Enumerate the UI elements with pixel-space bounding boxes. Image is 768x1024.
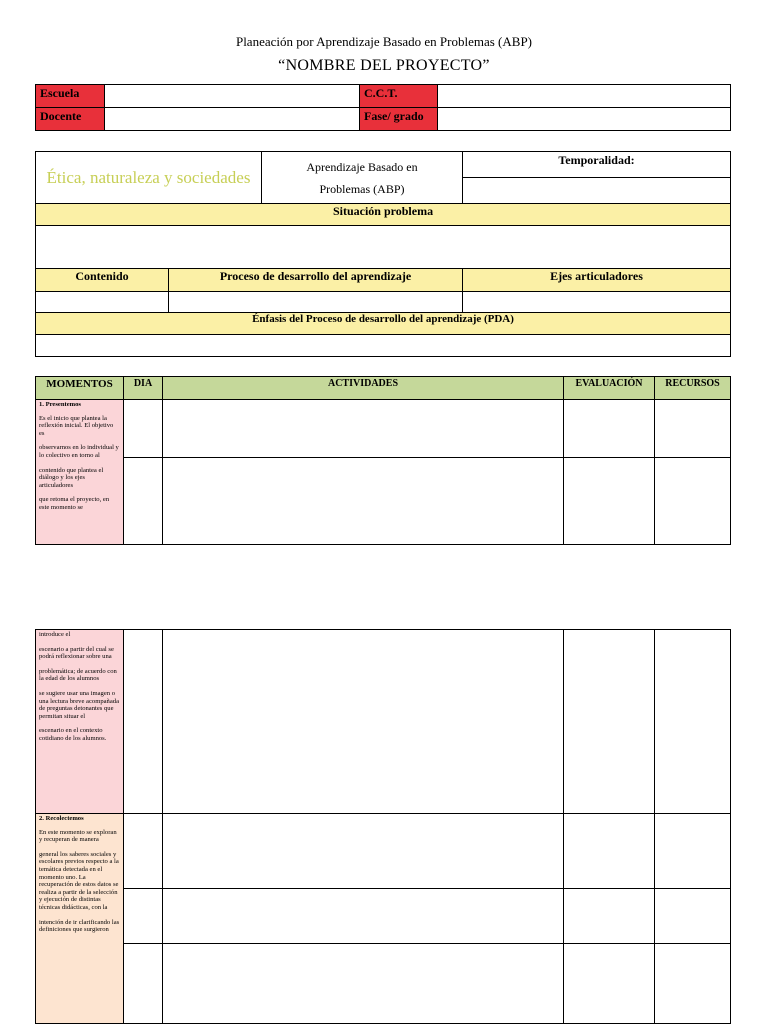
situacion-field[interactable]: [36, 226, 731, 269]
temporalidad-field[interactable]: [463, 178, 731, 204]
document-title: Planeación por Aprendizaje Basado en Problemas (ABP): [235, 34, 533, 49]
docente-field[interactable]: [105, 108, 360, 131]
fase-field[interactable]: [438, 108, 731, 131]
presentemos-title: 1. Presentemos: [39, 401, 81, 408]
methodology-cell: Aprendizaje Basado en Problemas (ABP): [262, 152, 463, 204]
presentemos-text: escenario a partir del cual se podrá reflexionar sobre una: [39, 645, 114, 661]
recursos-cell[interactable]: [655, 814, 731, 889]
recolectemos-text: En este momento se exploran y recuperan de manera: [39, 828, 117, 844]
dia-header: DIA: [124, 377, 163, 400]
dia-cell[interactable]: [124, 400, 163, 458]
actividades-cell[interactable]: [163, 814, 564, 889]
presentemos-text: problemática; de acuerdo con la edad de los alumnos: [39, 667, 117, 683]
dia-cell[interactable]: [124, 944, 163, 1024]
dia-cell[interactable]: [124, 630, 163, 814]
actividades-cell[interactable]: [163, 889, 564, 944]
momentos-header: MOMENTOS: [36, 377, 124, 400]
info-table: [35, 84, 731, 131]
recolectemos-text: general los saberes sociales y escolares previos respecto a la temática detectada en el momento uno. La recuperación de estos datos se realiza a partir de la selección y ejecución de distintas técnicas didácticas, con la: [39, 850, 119, 911]
recursos-cell[interactable]: [655, 400, 731, 458]
presentemos-text: introduce el: [39, 631, 71, 638]
presentemos-text: escenario en el contexto cotidiano de los alumnos.: [39, 727, 107, 742]
recursos-cell[interactable]: [655, 630, 731, 814]
evaluacion-cell[interactable]: [564, 944, 655, 1024]
project-name: “NOMBRE DEL PROYECTO”: [278, 57, 490, 74]
escuela-label: Escuela: [36, 85, 105, 108]
enfasis-label: Énfasis del Proceso de desarrollo del aprendizaje (PDA): [36, 313, 731, 335]
recolectemos-cell: [36, 814, 124, 1024]
actividades-cell[interactable]: [163, 630, 564, 814]
recursos-cell[interactable]: [655, 944, 731, 1024]
situacion-label: Situación problema: [36, 204, 731, 226]
presentemos-cont-cell: [36, 630, 124, 814]
moments-table-top: [35, 376, 731, 545]
proceso-field[interactable]: [169, 292, 463, 313]
enfasis-field[interactable]: [36, 335, 731, 357]
evaluacion-cell[interactable]: [564, 889, 655, 944]
temporalidad-label: Temporalidad:: [463, 152, 731, 178]
evaluacion-cell[interactable]: [564, 400, 655, 458]
docente-label: Docente: [36, 108, 105, 131]
presentemos-cell: [36, 400, 124, 545]
cct-field[interactable]: [438, 85, 731, 108]
actividades-header: ACTIVIDADES: [163, 377, 564, 400]
evaluacion-cell[interactable]: [564, 814, 655, 889]
recursos-cell[interactable]: [655, 889, 731, 944]
recursos-header: RECURSOS: [655, 377, 731, 400]
contenido-label: Contenido: [36, 269, 169, 292]
dia-cell[interactable]: [124, 889, 163, 944]
recursos-cell[interactable]: [655, 458, 731, 545]
contenido-field[interactable]: [36, 292, 169, 313]
cct-label: C.C.T.: [360, 85, 438, 108]
presentemos-text: se sugiere usar una imagen o una lectura breve acompañada de preguntas detonantes que permitan situar el: [39, 689, 119, 720]
escuela-field[interactable]: [105, 85, 360, 108]
fase-label: Fase/ grado: [360, 108, 438, 131]
presentemos-text: Es el inicio que plantea la reflexión inicial. El objetivo es: [39, 414, 114, 437]
evaluacion-cell[interactable]: [564, 458, 655, 545]
proceso-label: Proceso de desarrollo del aprendizaje: [169, 269, 463, 292]
actividades-cell[interactable]: [163, 458, 564, 545]
presentemos-text: contenido que plantea el diálogo y los ejes articuladores: [39, 466, 104, 489]
actividades-cell[interactable]: [163, 944, 564, 1024]
dia-cell[interactable]: [124, 458, 163, 545]
actividades-cell[interactable]: [163, 400, 564, 458]
subject-cell: Ética, naturaleza y sociedades: [36, 152, 262, 204]
evaluacion-header: EVALUACIÓN: [564, 377, 655, 400]
dia-cell[interactable]: [124, 814, 163, 889]
evaluacion-cell[interactable]: [564, 630, 655, 814]
recolectemos-text: intención de ir clarificando las definiciones que surgieron: [39, 918, 120, 934]
ejes-label: Ejes articuladores: [463, 269, 731, 292]
plan-table: [35, 151, 731, 357]
presentemos-text: que retoma el proyecto, en este momento se: [39, 496, 110, 511]
ejes-field[interactable]: [463, 292, 731, 313]
presentemos-text: observarnos en lo individual y lo colectivo en torno al: [39, 444, 119, 459]
moments-table-bottom: [35, 629, 731, 1024]
recolectemos-title: 2. Recolectemos: [39, 815, 84, 822]
